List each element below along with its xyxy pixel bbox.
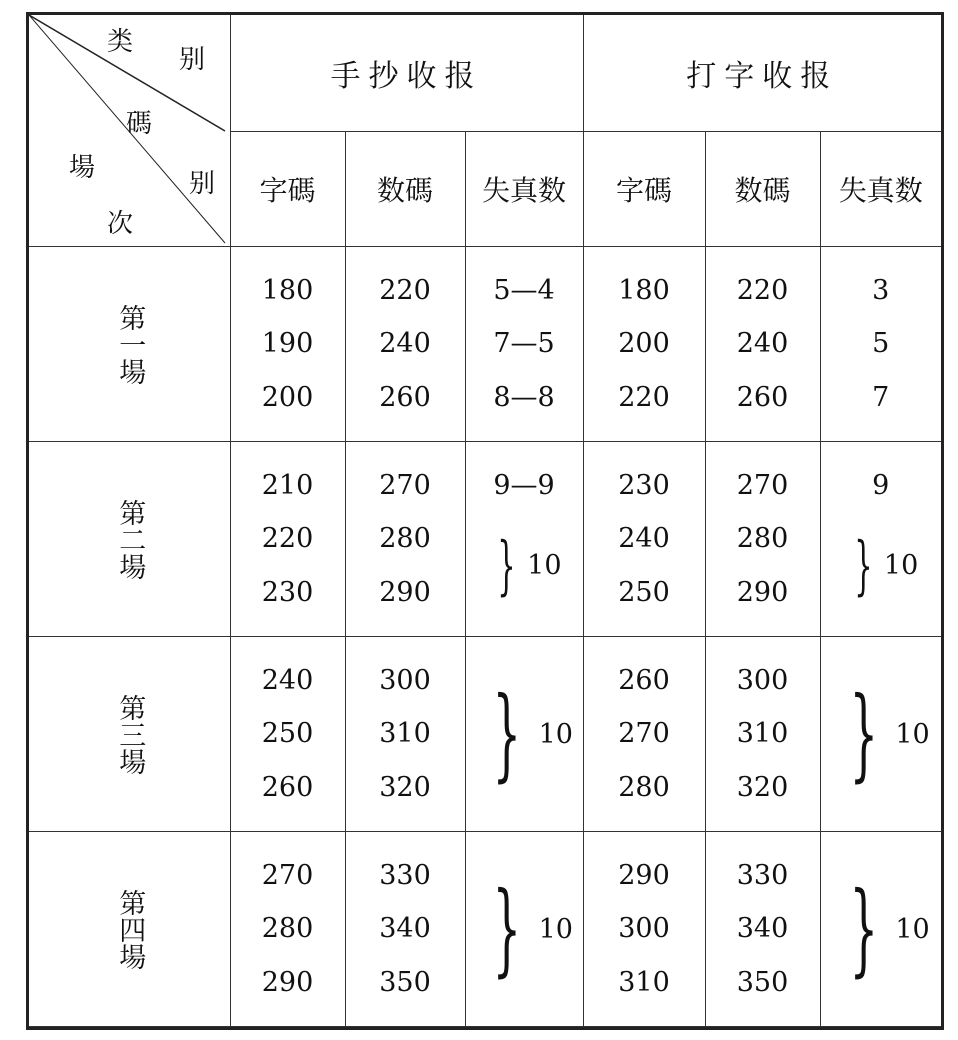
value: 350 (379, 966, 431, 998)
brace-icon: } (854, 528, 873, 603)
round-label-cell (29, 832, 230, 1027)
char-cell (583, 247, 705, 442)
value: 240 (379, 328, 431, 360)
value: 270 (736, 470, 789, 502)
value: 320 (379, 771, 431, 803)
value: 310 (618, 966, 670, 998)
loss-value: 10 (527, 550, 562, 581)
value: 240 (736, 328, 789, 360)
subheader: 字碼 (230, 132, 345, 247)
value: 220 (379, 275, 431, 307)
num-cell (345, 637, 465, 832)
table-row (29, 832, 941, 1027)
value: 230 (618, 470, 670, 502)
value: 220 (618, 381, 670, 413)
value: 260 (379, 381, 431, 413)
brace-icon: } (849, 870, 878, 987)
data-table (29, 15, 941, 1027)
value: 280 (736, 523, 789, 555)
round-label-cell (29, 247, 230, 442)
value: 300 (736, 665, 789, 697)
loss-value: 10 (895, 913, 930, 945)
value: 220 (736, 275, 789, 307)
loss-value: 10 (538, 913, 573, 945)
loss-cell (820, 247, 941, 442)
num-cell (345, 832, 465, 1027)
char-cell (230, 442, 345, 637)
value: 180 (261, 275, 314, 307)
num-cell (705, 247, 820, 442)
value: 330 (379, 860, 431, 892)
value: 270 (618, 718, 670, 750)
num-cell (705, 637, 820, 832)
value: 270 (379, 470, 431, 502)
char-cell (230, 832, 345, 1027)
subheader: 数碼 (705, 132, 820, 247)
round-label-cell (29, 637, 230, 832)
value: 250 (618, 576, 670, 608)
value: 300 (379, 665, 431, 697)
loss-value: 10 (538, 718, 573, 750)
loss-value: 3 (872, 275, 890, 307)
brace-icon: } (849, 675, 878, 792)
group-header-handwritten: 手抄收报 (230, 15, 583, 132)
loss-value: 7—5 (493, 328, 555, 360)
char-cell (583, 637, 705, 832)
loss-value: 8—8 (493, 381, 555, 413)
value: 290 (736, 576, 789, 608)
subheader: 失真数 (465, 132, 583, 247)
loss-value: 9 (872, 470, 890, 501)
loss-value: 9—9 (493, 470, 555, 501)
num-cell (345, 442, 465, 637)
subheader: 数碼 (345, 132, 465, 247)
round-label: 第三場 (114, 693, 146, 775)
value: 270 (261, 860, 314, 892)
value: 310 (736, 718, 789, 750)
value: 320 (736, 771, 789, 803)
brace-icon: } (492, 870, 522, 987)
value: 230 (261, 576, 314, 608)
table-row (29, 442, 941, 637)
value: 250 (261, 718, 314, 750)
value: 260 (618, 665, 670, 697)
round-label: 第一場 (114, 303, 146, 385)
value: 340 (736, 913, 789, 945)
brace-icon: } (492, 675, 522, 792)
value: 190 (261, 328, 314, 360)
value: 290 (261, 966, 314, 998)
corner-label: 次 (107, 209, 134, 239)
corner-label: 别 (189, 169, 216, 199)
subheader: 失真数 (820, 132, 941, 247)
num-cell (705, 832, 820, 1027)
value: 260 (261, 771, 314, 803)
corner-label: 别 (179, 45, 206, 75)
loss-cell (465, 637, 583, 832)
loss-cell (465, 442, 583, 637)
corner-label: 場 (69, 153, 96, 183)
table-row (29, 247, 941, 442)
loss-value: 5—4 (493, 275, 555, 307)
loss-value: 5 (872, 328, 890, 360)
round-label-cell (29, 442, 230, 637)
value: 340 (379, 913, 431, 945)
num-cell (705, 442, 820, 637)
loss-cell (820, 637, 941, 832)
value: 310 (379, 718, 431, 750)
value: 350 (736, 966, 789, 998)
char-cell (583, 442, 705, 637)
loss-value: 7 (872, 381, 890, 413)
value: 220 (261, 523, 314, 555)
value: 300 (618, 913, 670, 945)
corner-header (29, 15, 230, 247)
value: 200 (261, 381, 314, 413)
char-cell (230, 637, 345, 832)
value: 210 (261, 470, 314, 502)
value: 290 (618, 860, 670, 892)
num-cell (345, 247, 465, 442)
value: 290 (379, 576, 431, 608)
char-cell (230, 247, 345, 442)
loss-cell (820, 832, 941, 1027)
loss-cell (820, 442, 941, 637)
loss-value: 10 (895, 718, 930, 750)
loss-cell (465, 832, 583, 1027)
corner-label: 类 (107, 27, 134, 57)
value: 280 (379, 523, 431, 555)
value: 240 (618, 523, 670, 555)
round-label: 第四場 (114, 888, 146, 970)
table-row (29, 637, 941, 832)
char-cell (583, 832, 705, 1027)
value: 280 (261, 913, 314, 945)
corner-label: 碼 (126, 109, 153, 139)
value: 200 (618, 328, 670, 360)
value: 180 (618, 275, 670, 307)
subheader: 字碼 (583, 132, 705, 247)
group-header-typed: 打字收报 (583, 15, 941, 132)
brace-icon: } (497, 528, 516, 603)
value: 240 (261, 665, 314, 697)
value: 330 (736, 860, 789, 892)
value: 280 (618, 771, 670, 803)
round-label: 第二場 (114, 498, 146, 580)
value: 260 (736, 381, 789, 413)
loss-cell (465, 247, 583, 442)
loss-value: 10 (883, 550, 919, 581)
